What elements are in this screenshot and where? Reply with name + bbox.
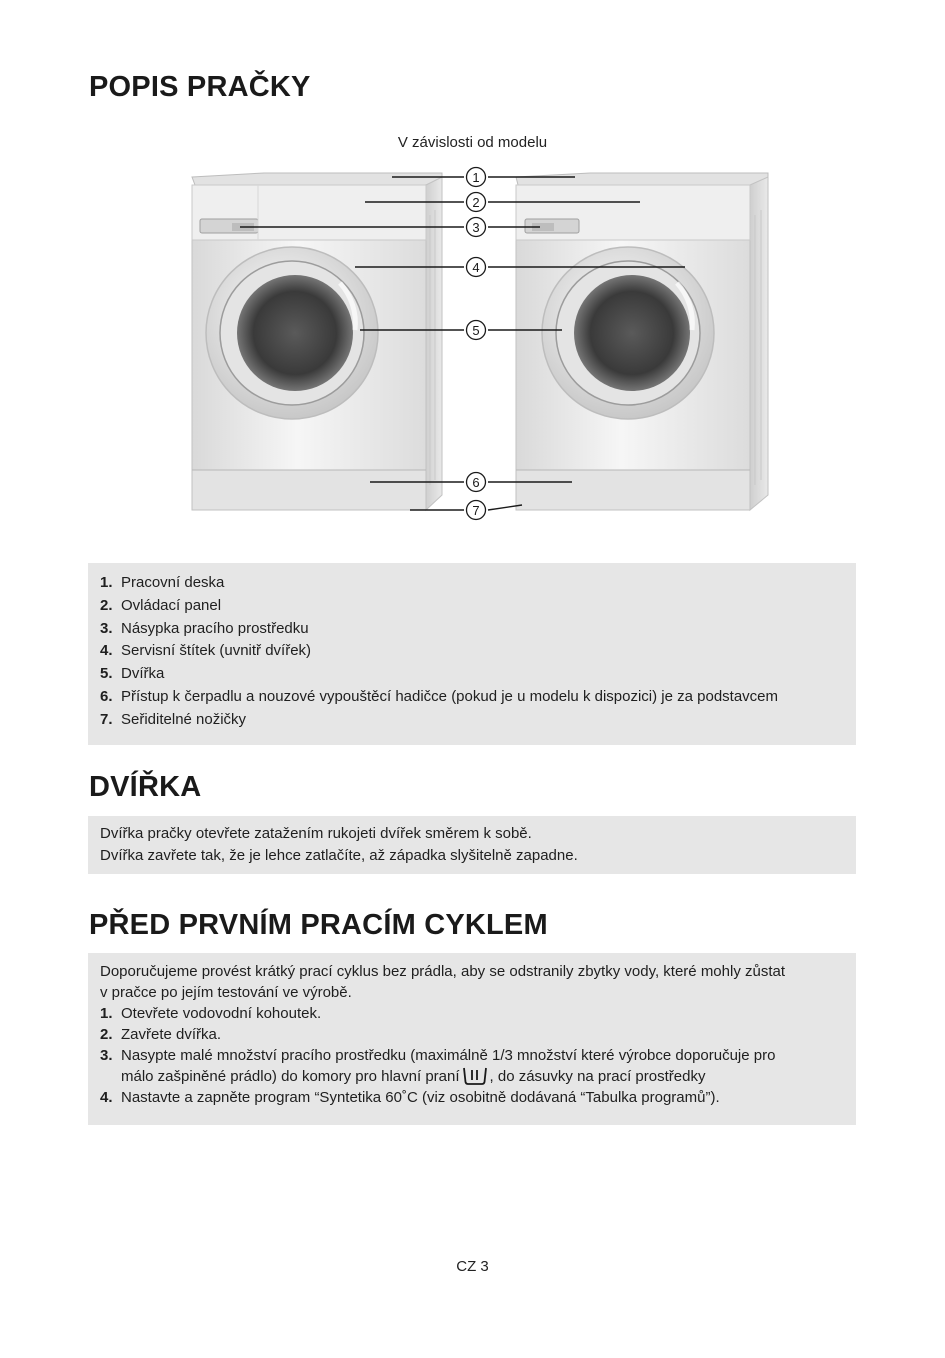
diagram-caption: V závislosti od modelu [397, 134, 548, 151]
section-heading-first-cycle: PŘED PRVNÍM PRACÍM CYKLEM [89, 909, 548, 941]
list-item [100, 1087, 844, 1108]
item-number: 6. [100, 687, 113, 705]
step-text: Nastavte a zapněte program “Syntetika 60˚C (viz osobitně dodávaná “Tabulka programů”). [121, 1089, 720, 1106]
item-number: 2. [100, 596, 113, 614]
list-item [100, 663, 844, 686]
parts-list [100, 572, 844, 732]
callout-1 [467, 168, 486, 187]
step-text: Zavřete dvířka. [121, 1026, 222, 1043]
svg-text:4: 4 [472, 260, 480, 275]
step-number: 3. [100, 1047, 113, 1064]
callout-2 [467, 193, 486, 212]
section-heading-dvirka: DVÍŘKA [89, 771, 202, 803]
step-text-line1: Nasypte malé množství pracího prostředku (maximálně 1/3 množství které výrobce doporučuje pro [121, 1047, 776, 1064]
callout-3 [467, 218, 486, 237]
door-info-box [88, 816, 856, 874]
step-text: Otevřete vodovodní kohoutek. [121, 1005, 322, 1022]
callout-5 [467, 321, 486, 340]
list-item [100, 595, 844, 618]
first-cycle-box [88, 953, 856, 1125]
callouts [467, 168, 486, 520]
washer-left [192, 173, 442, 510]
item-number: 1. [100, 574, 113, 591]
step-text-line2 [121, 1066, 844, 1087]
callout-4 [467, 258, 486, 277]
parts-list-box [88, 563, 856, 745]
item-number: 3. [100, 619, 113, 637]
item-text: Přístup k čerpadlu a nouzové vypouštěcí hadičce (pokud je u modelu k dispozici) je za podstavcem [121, 687, 779, 705]
item-number: 7. [100, 710, 113, 728]
door-close-text: Dvířka zavřete tak, že je lehce zatlačíte, až západka slyšitelně zapadne. [100, 847, 578, 864]
section-heading-popis: POPIS PRAČKY [89, 71, 311, 103]
svg-text:3: 3 [472, 220, 480, 235]
svg-text:7: 7 [472, 503, 480, 518]
step-number: 1. [100, 1005, 113, 1022]
callout-7 [467, 501, 486, 520]
svg-text:5: 5 [472, 323, 480, 338]
list-item [100, 618, 844, 641]
intro-text-line1: Doporučujeme provést krátký prací cyklus bez prádla, aby se odstranily zbytky vody, které mohly zůstat [100, 963, 786, 980]
step-text-after-icon: , do zásuvky na prací prostředky [489, 1068, 706, 1085]
washing-machine-diagram [180, 155, 780, 535]
first-cycle-steps [100, 1003, 844, 1108]
step-text-before-icon: málo zašpiněné prádlo) do komory pro hlavní praní [121, 1068, 460, 1085]
door-open-text: Dvířka pračky otevřete zatažením rukojeti dvířek směrem k sobě. [100, 825, 532, 842]
list-item [100, 1024, 844, 1045]
step-number: 4. [100, 1089, 113, 1106]
washer-right [516, 173, 768, 510]
item-text: Seřiditelné nožičky [121, 710, 247, 728]
item-text: Servisní štítek (uvnitř dvířek) [121, 642, 312, 660]
svg-text:1: 1 [472, 170, 480, 185]
svg-text:2: 2 [472, 195, 480, 210]
list-item [100, 686, 844, 709]
page-number: CZ 3 [456, 1258, 489, 1275]
list-item [100, 1003, 844, 1024]
svg-text:6: 6 [472, 475, 480, 490]
step-number: 2. [100, 1026, 113, 1043]
main-wash-compartment-icon [462, 1066, 488, 1085]
item-text: Ovládací panel [121, 596, 222, 614]
list-item [100, 1045, 844, 1087]
list-item [100, 640, 844, 663]
item-text: Násypka pracího prostředku [121, 619, 309, 637]
list-item [100, 709, 844, 732]
item-number: 4. [100, 642, 113, 660]
item-number: 5. [100, 665, 113, 683]
item-text: Pracovní deska [121, 574, 225, 591]
item-text: Dvířka [121, 665, 165, 683]
list-item [100, 572, 844, 595]
callout-6 [467, 473, 486, 492]
intro-text-line2: v pračce po jejím testování ve výrobě. [100, 984, 352, 1001]
